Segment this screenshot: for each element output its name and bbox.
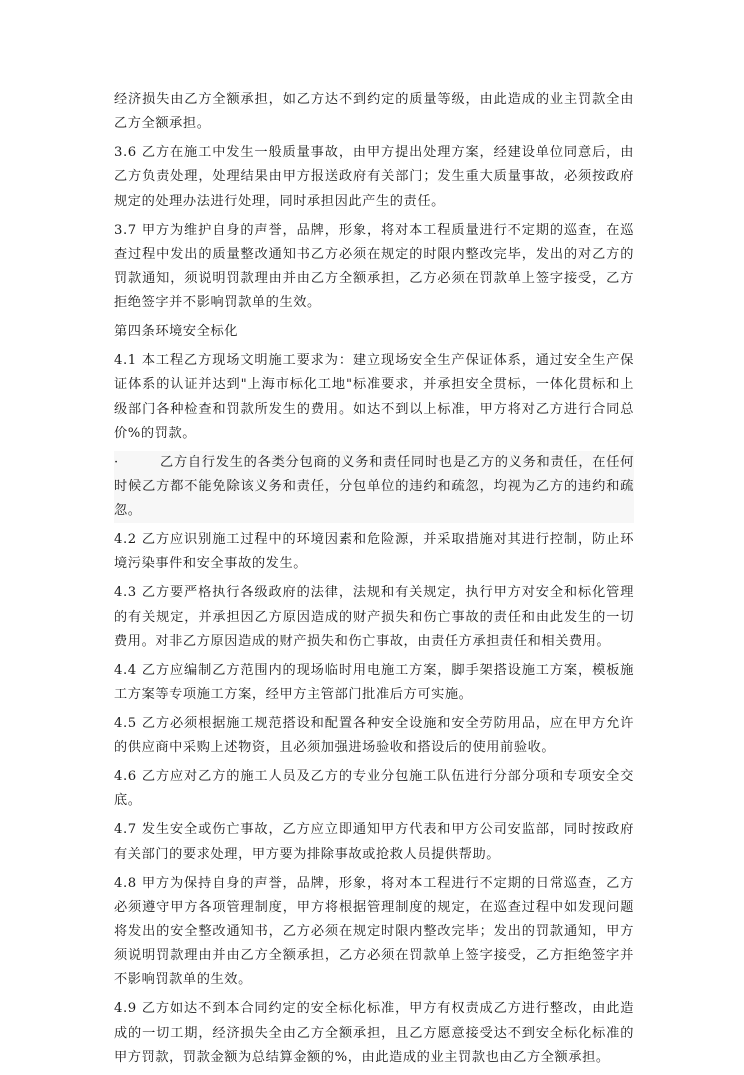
paragraph-4-5: 4.5 乙方必须根据施工规范搭设和配置各种安全设施和安全劳防用品，应在甲方允许的供应商中采购上述物资，且必须加强进场验收和搭设后的使用前验收。 (114, 716, 634, 756)
paragraph-4-1: 4.1 本工程乙方现场文明施工要求为：建立现场安全生产保证体系，通过安全生产保证体系的认证并达到"上海市标化工地"标准要求，并承担安全贯标，一体化贯标和上级部门各种检查和罚款所发生的费用。如达不到以上标准，甲方将对乙方进行合同总价%的罚款。 (114, 353, 634, 441)
paragraph-4-6: 4.6 乙方应对乙方的施工人员及乙方的专业分包施工队伍进行分部分项和专项安全交底。 (114, 769, 634, 809)
section-heading-4: 第四条环境安全标化 (114, 324, 239, 340)
paragraph-4-3: 4.3 乙方要严格执行各级政府的法律，法规和有关规定，执行甲方对安全和标化管理的有关规定，并承担因乙方原因造成的财产损失和伤亡事故的责任和由此发生的一切费用。对非乙方原因造成的财产损失和伤亡事故，由责任方承担责任和相关费用。 (114, 585, 634, 649)
paragraph-4-4: 4.4 乙方应编制乙方范围内的现场临时用电施工方案，脚手架搭设施工方案，模板施工方案等专项施工方案，经甲方主管部门批准后方可实施。 (114, 662, 634, 703)
paragraph-4-7: 4.7 发生安全或伤亡事故，乙方应立即通知甲方代表和甲方公司安监部，同时按政府有关部门的要求处理，甲方要为排除事故或抢救人员提供帮助。 (114, 822, 634, 862)
paragraph-3-7: 3.7 甲方为维护自身的声誉，品牌，形象，将对本工程质量进行不定期的巡查，在巡查过程中发出的质量整改通知书乙方必须在规定的时限内整改完毕，发出的对乙方的罚款通知，须说明罚款理由并由乙方全额承担，乙方必须在罚款单上签字接受，乙方拒绝签字并不影响罚款单的生效。 (114, 222, 634, 311)
document-page (114, 88, 634, 1075)
paragraph-4-1-sub-text: 乙方自行发生的各类分包商的义务和责任同时也是乙方的义务和责任，在任何时候乙方都不能免除该义务和责任，分包单位的违约和疏忽，均视为乙方的违约和疏忽。 (114, 454, 634, 519)
paragraph-4-2: 4.2 乙方应识别施工过程中的环境因素和危险源，并采取措施对其进行控制，防止环境污染事件和安全事故的发生。 (114, 532, 634, 572)
paragraph-4-9: 4.9 乙方如达不到本合同约定的安全标化标准，甲方有权责成乙方进行整改，由此造成的一切工期，经济损失全由乙方全额承担，且乙方愿意接受达不到安全标化标准的甲方罚款，罚款金额为总结算金额的%，由此造成的业主罚款也由乙方全额承担。 (114, 1001, 634, 1065)
paragraph-continuation: 经济损失由乙方全额承担，如乙方达不到约定的质量等级，由此造成的业主罚款全由乙方全额承担。 (114, 92, 634, 132)
paragraph-4-8: 4.8 甲方为保持自身的声誉，品牌，形象，将对本工程进行不定期的日常巡查，乙方必须遵守甲方各项管理制度，甲方将根据管理制度的规定，在巡查过程中如发现问题将发出的安全整改通知书，乙方必须在规定时限内整改完毕；发出的罚款通知，甲方须说明罚款理由并由乙方全额承担，乙方必须在罚款单上签字接受，乙方拒绝签字并不影响罚款单的生效。 (114, 875, 634, 988)
paragraph-3-6: 3.6 乙方在施工中发生一般质量事故，由甲方提出处理方案，经建设单位同意后，由乙方负责处理，处理结果由甲方报送政府有关部门；发生重大质量事故，必须按政府规定的处理办法进行处理，同时承担因此产生的责任。 (114, 145, 634, 209)
bullet-mark: · (114, 454, 119, 470)
paragraph-4-1-sub (114, 451, 634, 524)
